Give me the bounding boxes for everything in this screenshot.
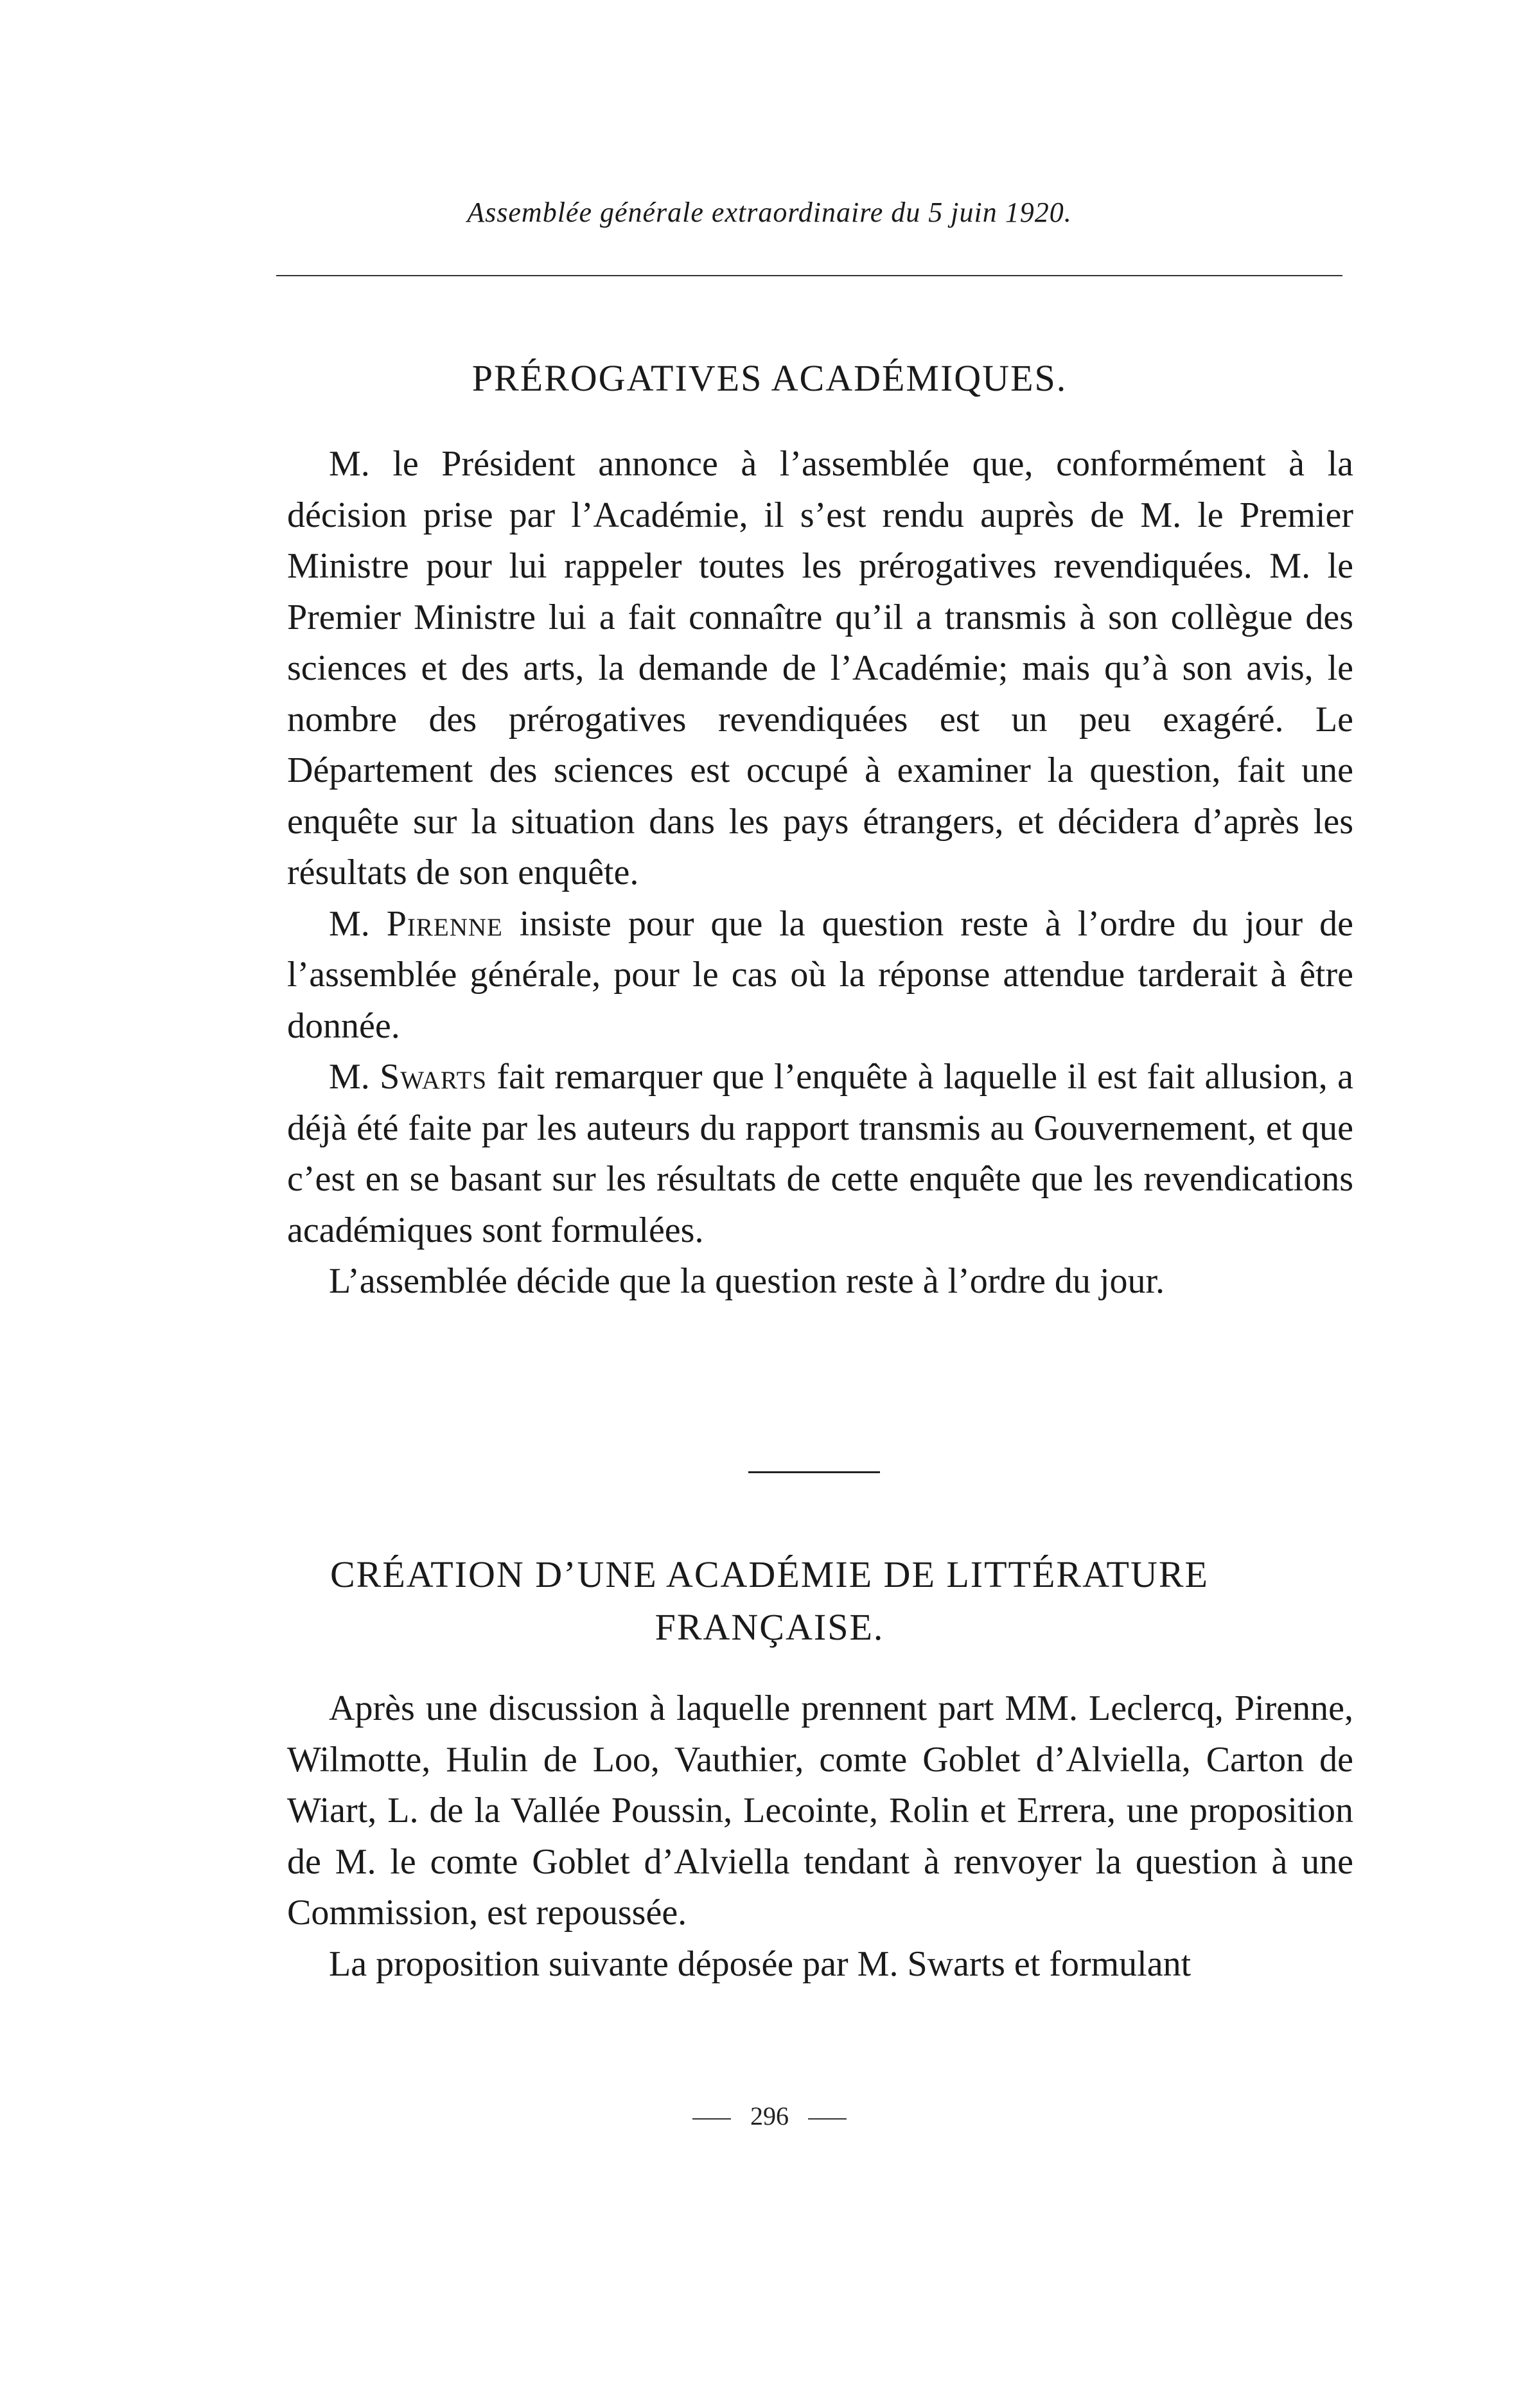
running-head: Assemblée générale extraordinaire du 5 juin 1920. bbox=[467, 197, 1072, 228]
paragraph-president-announcement: M. le Président annonce à l’assemblée que, conformément à la décision prise par l’Académie, il s’est rendu auprès de M. le Premier Ministre pour lui rappeler toutes les prérogatives revendiquées. M. le Premier Ministre lui a fait connaître qu’il a transmis à son collègue des sciences et des arts, la demande de l’Académie; mais qu’à son avis, le nombre des prérogatives revendiquées est un peu exagéré. Le Département des sciences est occupé à examiner la question, fait une enquête sur la situation dans les pays étrangers, et décidera d’après les résultats de son enquête. bbox=[287, 444, 1353, 892]
section-prerogatives-body bbox=[287, 439, 1353, 1307]
header-rule bbox=[276, 275, 1342, 276]
paragraph-assembly-decision: L’assemblée décide que la question reste à l’ordre du jour. bbox=[329, 1261, 1165, 1301]
section-title-prerogatives: PRÉROGATIVES ACADÉMIQUES. bbox=[471, 357, 1068, 399]
paragraph-swarts bbox=[287, 1052, 1353, 1256]
speaker-prefix: M. bbox=[329, 903, 387, 944]
section-title-line-1: CRÉATION D’UNE ACADÉMIE DE LITTÉRATURE bbox=[330, 1554, 1209, 1595]
page-footer bbox=[0, 2101, 1539, 2131]
folio-dash-right bbox=[808, 2118, 847, 2120]
folio-dash-left bbox=[692, 2118, 731, 2120]
paragraph-pirenne bbox=[287, 899, 1353, 1052]
page-number: 296 bbox=[750, 2102, 789, 2130]
paragraph-text: insiste pour que la question reste à l’ordre du jour de l’assemblée générale, pour le cas où la réponse attendue tarderait à être donnée. bbox=[287, 903, 1353, 1046]
speaker-name-swarts: Swarts bbox=[380, 1057, 488, 1097]
section-creation-body bbox=[287, 1683, 1353, 1990]
section-title-line-2: FRANÇAISE. bbox=[655, 1606, 884, 1648]
section-divider bbox=[748, 1471, 880, 1473]
paragraph-text: fait remarquer que l’enquête à laquelle il est fait allusion, a déjà été faite par les auteurs du rapport transmis au Gouvernement, et que c’est en se basant sur les résultats de cette enquête que les revendications académiques sont formulées. bbox=[287, 1057, 1353, 1250]
paragraph-discussion: Après une discussion à laquelle prennent part MM. Leclercq, Pirenne, Wilmotte, Hulin de Loo, Vauthier, comte Goblet d’Alviella, Carton de Wiart, L. de la Vallée Poussin, Lecointe, Rolin et Errera, une proposition de M. le comte Goblet d’Alviella tendant à renvoyer la question à une Commission, est repoussée. bbox=[287, 1688, 1353, 1933]
paragraph-proposition: La proposition suivante déposée par M. Swarts et formulant bbox=[329, 1943, 1192, 1984]
speaker-prefix: M. bbox=[329, 1057, 380, 1097]
speaker-name-pirenne: Pirenne bbox=[386, 903, 503, 944]
section-title-creation-academie bbox=[0, 1548, 1539, 1654]
